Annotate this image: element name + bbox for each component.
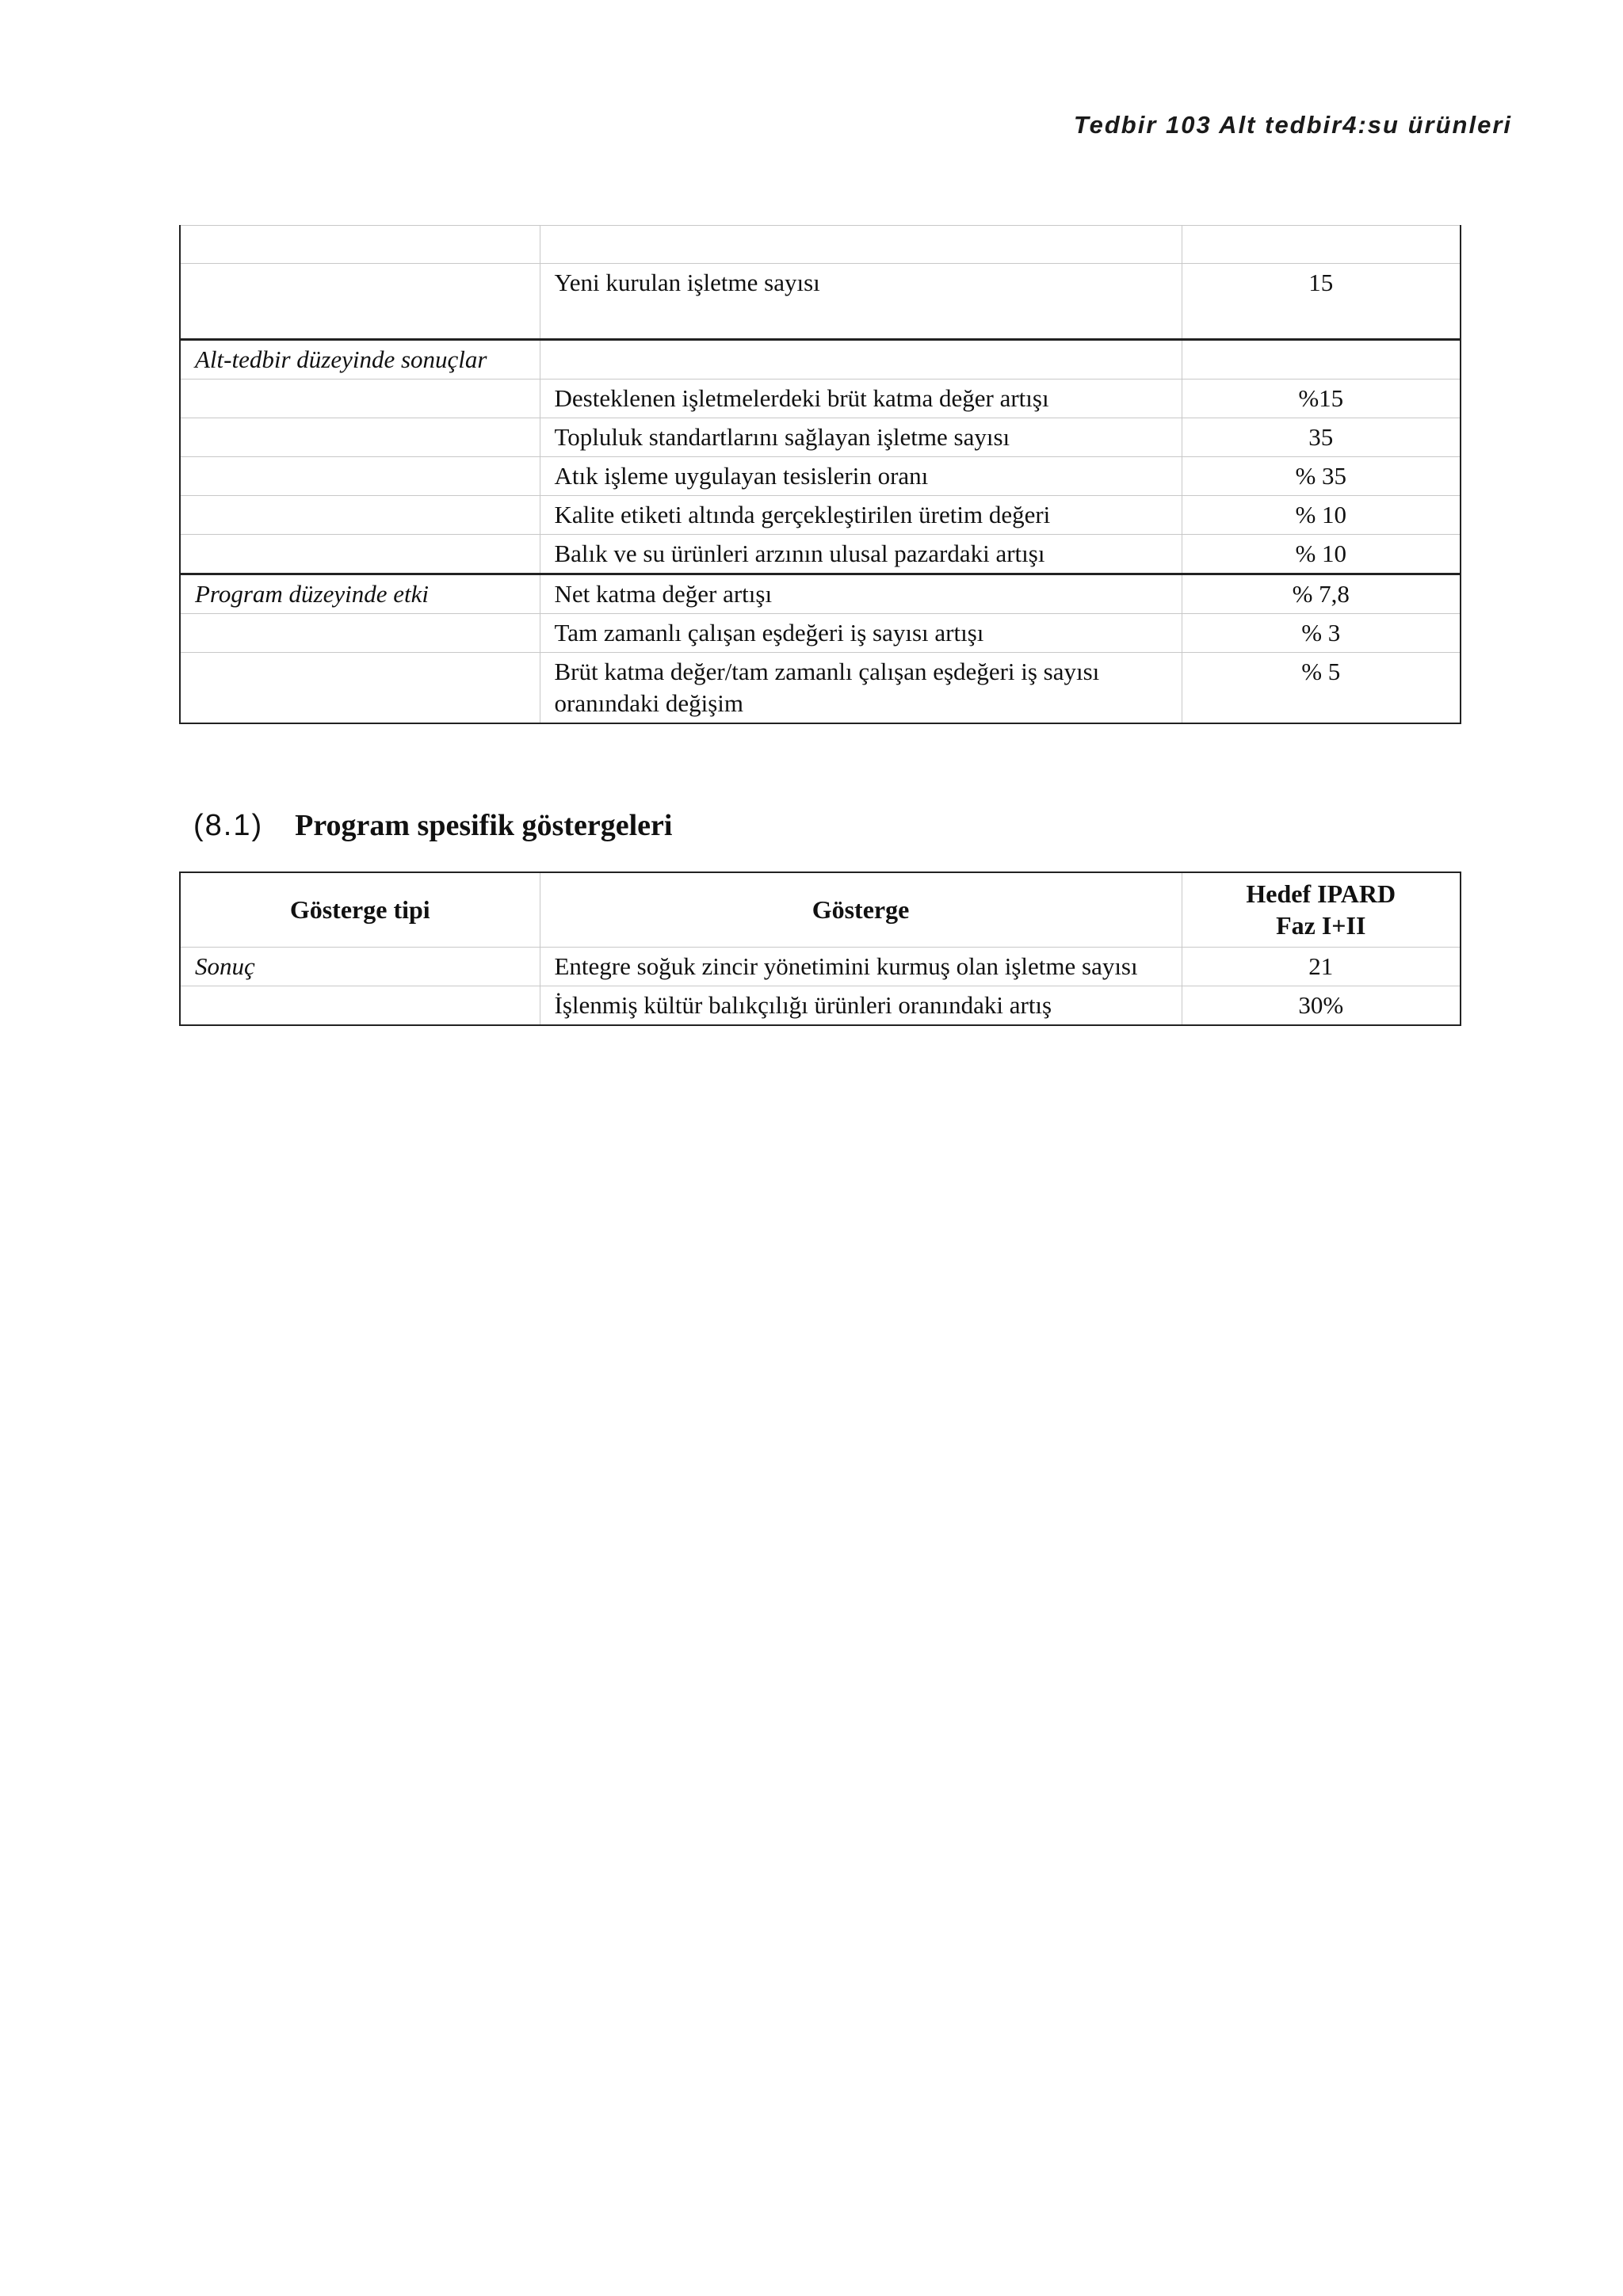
program-indicator-table	[179, 871, 1461, 1026]
indicator-value-cell: %15	[1182, 379, 1461, 418]
indicator-value-cell	[1182, 340, 1461, 379]
indicator-name-cell	[540, 226, 1182, 264]
indicator-value-cell: 15	[1182, 264, 1461, 340]
indicator-value-cell: 30%	[1182, 986, 1461, 1025]
table-row	[180, 653, 1461, 724]
indicator-name-cell: Desteklenen işletmelerdeki brüt katma değer artışı	[540, 379, 1182, 418]
indicator-name-cell: Balık ve su ürünleri arzının ulusal pazardaki artışı	[540, 535, 1182, 574]
indicator-name-cell	[540, 340, 1182, 379]
table-row	[180, 574, 1461, 614]
running-header: Tedbir 103 Alt tedbir4:su ürünleri	[1073, 111, 1512, 139]
table-header-row	[180, 872, 1461, 947]
indicator-value-cell: % 10	[1182, 535, 1461, 574]
indicator-type-cell	[180, 379, 540, 418]
section-heading	[193, 808, 672, 843]
indicator-value-cell: % 10	[1182, 496, 1461, 535]
table-row	[180, 418, 1461, 457]
indicator-type-cell	[180, 535, 540, 574]
indicator-name-cell: Tam zamanlı çalışan eşdeğeri iş sayısı artışı	[540, 614, 1182, 653]
indicator-name-cell: Net katma değer artışı	[540, 574, 1182, 614]
table-row	[180, 264, 1461, 340]
indicator-value-cell: % 35	[1182, 457, 1461, 496]
header-target-line2: Faz I+II	[1276, 911, 1366, 940]
indicator-type-cell	[180, 496, 540, 535]
indicator-name-cell: Entegre soğuk zincir yönetimini kurmuş olan işletme sayısı	[540, 947, 1182, 986]
header-target-line1: Hedef IPARD	[1246, 879, 1396, 909]
table-row	[180, 226, 1461, 264]
table-row	[180, 986, 1461, 1025]
indicator-value-cell: 35	[1182, 418, 1461, 457]
table-row	[180, 614, 1461, 653]
indicator-name-cell: İşlenmiş kültür balıkçılığı ürünleri oranındaki artış	[540, 986, 1182, 1025]
indicator-value-cell	[1182, 226, 1461, 264]
indicator-type-cell	[180, 614, 540, 653]
header-indicator-type: Gösterge tipi	[180, 872, 540, 947]
table-row	[180, 340, 1461, 379]
indicator-type-cell	[180, 457, 540, 496]
table-row	[180, 457, 1461, 496]
indicator-type-cell	[180, 653, 540, 724]
section-title: Program spesifik göstergeleri	[295, 809, 673, 842]
table-row	[180, 535, 1461, 574]
indicator-type-cell: Alt-tedbir düzeyinde sonuçlar	[180, 340, 540, 379]
indicator-name-cell: Yeni kurulan işletme sayısı	[540, 264, 1182, 340]
indicator-table	[179, 225, 1461, 724]
header-indicator: Gösterge	[540, 872, 1182, 947]
indicator-type-cell	[180, 418, 540, 457]
indicator-name-cell: Topluluk standartlarını sağlayan işletme sayısı	[540, 418, 1182, 457]
table-row	[180, 379, 1461, 418]
indicator-name-cell: Brüt katma değer/tam zamanlı çalışan eşdeğeri iş sayısı oranındaki değişim	[540, 653, 1182, 724]
indicator-type-cell: Sonuç	[180, 947, 540, 986]
indicator-type-cell	[180, 986, 540, 1025]
table-row	[180, 947, 1461, 986]
header-target	[1182, 872, 1461, 947]
indicator-name-cell: Atık işleme uygulayan tesislerin oranı	[540, 457, 1182, 496]
indicator-value-cell: % 5	[1182, 653, 1461, 724]
indicator-type-cell	[180, 226, 540, 264]
indicator-name-cell: Kalite etiketi altında gerçekleştirilen üretim değeri	[540, 496, 1182, 535]
table-row	[180, 496, 1461, 535]
indicator-value-cell: % 7,8	[1182, 574, 1461, 614]
indicator-value-cell: 21	[1182, 947, 1461, 986]
section-number: (8.1)	[193, 809, 264, 842]
indicator-value-cell: % 3	[1182, 614, 1461, 653]
indicator-type-cell: Program düzeyinde etki	[180, 574, 540, 614]
indicator-type-cell	[180, 264, 540, 340]
